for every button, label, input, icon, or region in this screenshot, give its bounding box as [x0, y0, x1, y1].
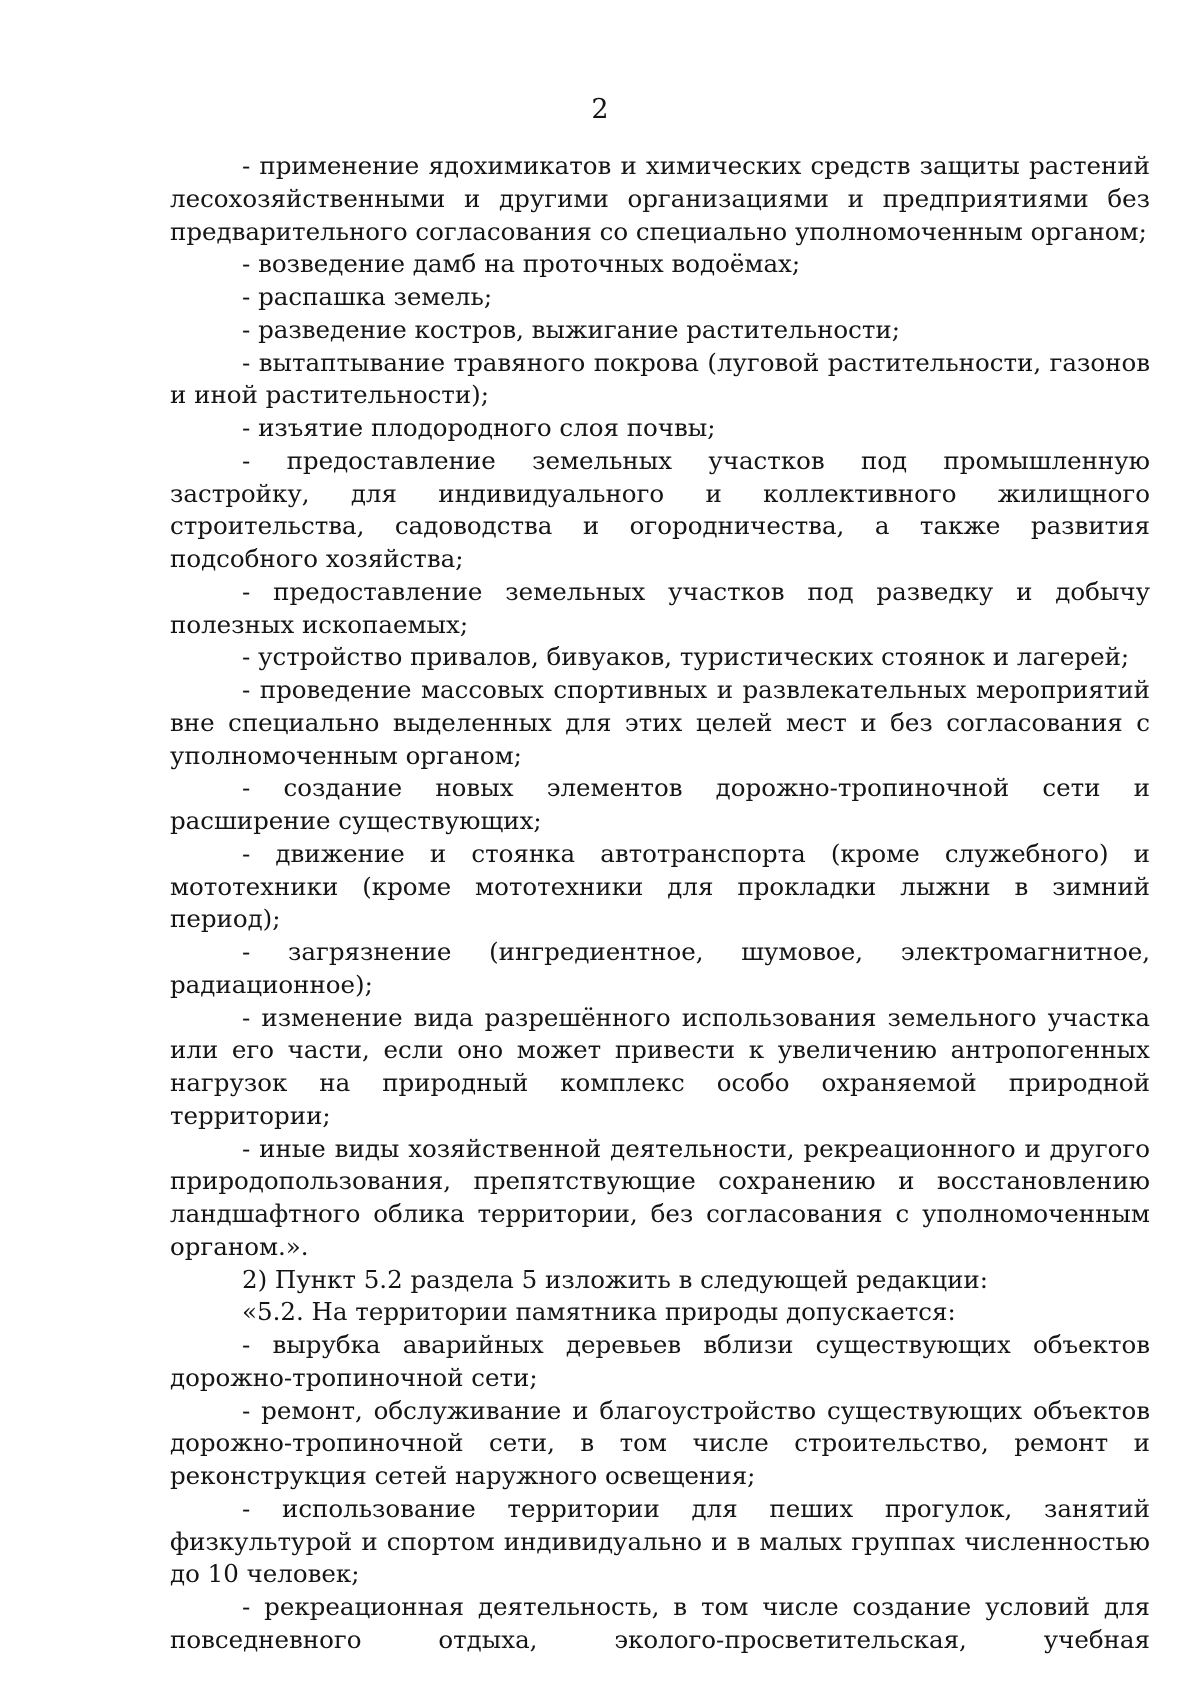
- paragraph: - распашка земель;: [242, 282, 493, 311]
- paragraph: - вырубка аварийных деревьев вблизи существующих объектов дорожно-тропиночной сети;: [170, 1330, 1150, 1392]
- paragraph: - возведение дамб на проточных водоёмах;: [242, 249, 801, 279]
- paragraph: - предоставление земельных участков под разведку и добычу полезных ископаемых;: [170, 576, 1150, 639]
- paragraph: - применение ядохимикатов и химических средств защиты растений лесохозяйственными и другими организациями и предприятиями без предварительного согласования со специально уполномоченным органом;: [170, 151, 1150, 246]
- paragraph: - движение и стоянка автотранспорта (кроме служебного) и мототехники (кроме мототехники для прокладки лыжни в зимний период);: [170, 838, 1150, 934]
- page-number: 2: [591, 94, 609, 125]
- paragraph: - разведение костров, выжигание растительности;: [242, 314, 901, 344]
- paragraph: - предоставление земельных участков под промышленную застройку, для индивидуального и коллективного жилищного строительства, садоводства и огородничества, а также развития подсобного хозяйства;: [170, 445, 1150, 573]
- paragraph: - устройство привалов, бивуаков, туристических стоянок и лагерей;: [242, 642, 1130, 672]
- paragraph: - создание новых элементов дорожно-тропиночной сети и расширение существующих;: [170, 773, 1150, 835]
- paragraph: «5.2. На территории памятника природы допускается:: [242, 1297, 956, 1327]
- paragraph: - иные виды хозяйственной деятельности, рекреационного и другого природопользования, препятствующие сохранению и восстановлению ландшафтного облика территории, без согласования с уполномоченным органом.».: [170, 1133, 1150, 1261]
- paragraph: - изъятие плодородного слоя почвы;: [242, 413, 716, 442]
- paragraph: - использование территории для пеших прогулок, занятий физкультурой и спортом индивидуально и в малых группах численностью до 10 человек;: [170, 1493, 1150, 1589]
- paragraph: 2) Пункт 5.2 раздела 5 изложить в следующей редакции:: [242, 1264, 989, 1294]
- paragraph: - рекреационная деятельность, в том числе создание условий для повседневного отдыха, эколого-просветительская, учебная: [170, 1592, 1150, 1654]
- paragraph: - проведение массовых спортивных и развлекательных мероприятий вне специально выделенных для этих целей мест и без согласования с уполномоченным органом;: [170, 675, 1150, 770]
- paragraph: - загрязнение (ингредиентное, шумовое, электромагнитное, радиационное);: [170, 937, 1150, 999]
- paragraph: - ремонт, обслуживание и благоустройство существующих объектов дорожно-тропиночной сети, в том числе строительство, ремонт и реконструкция сетей наружного освещения;: [170, 1395, 1150, 1490]
- paragraph: - изменение вида разрешённого использования земельного участка или его части, если оно может привести к увеличению антропогенных нагрузок на природный комплекс особо охраняемой природной территории;: [170, 1002, 1150, 1130]
- document-body: [170, 150, 1150, 1657]
- paragraph: - вытаптывание травяного покрова (луговой растительности, газонов и иной растительности);: [170, 347, 1150, 410]
